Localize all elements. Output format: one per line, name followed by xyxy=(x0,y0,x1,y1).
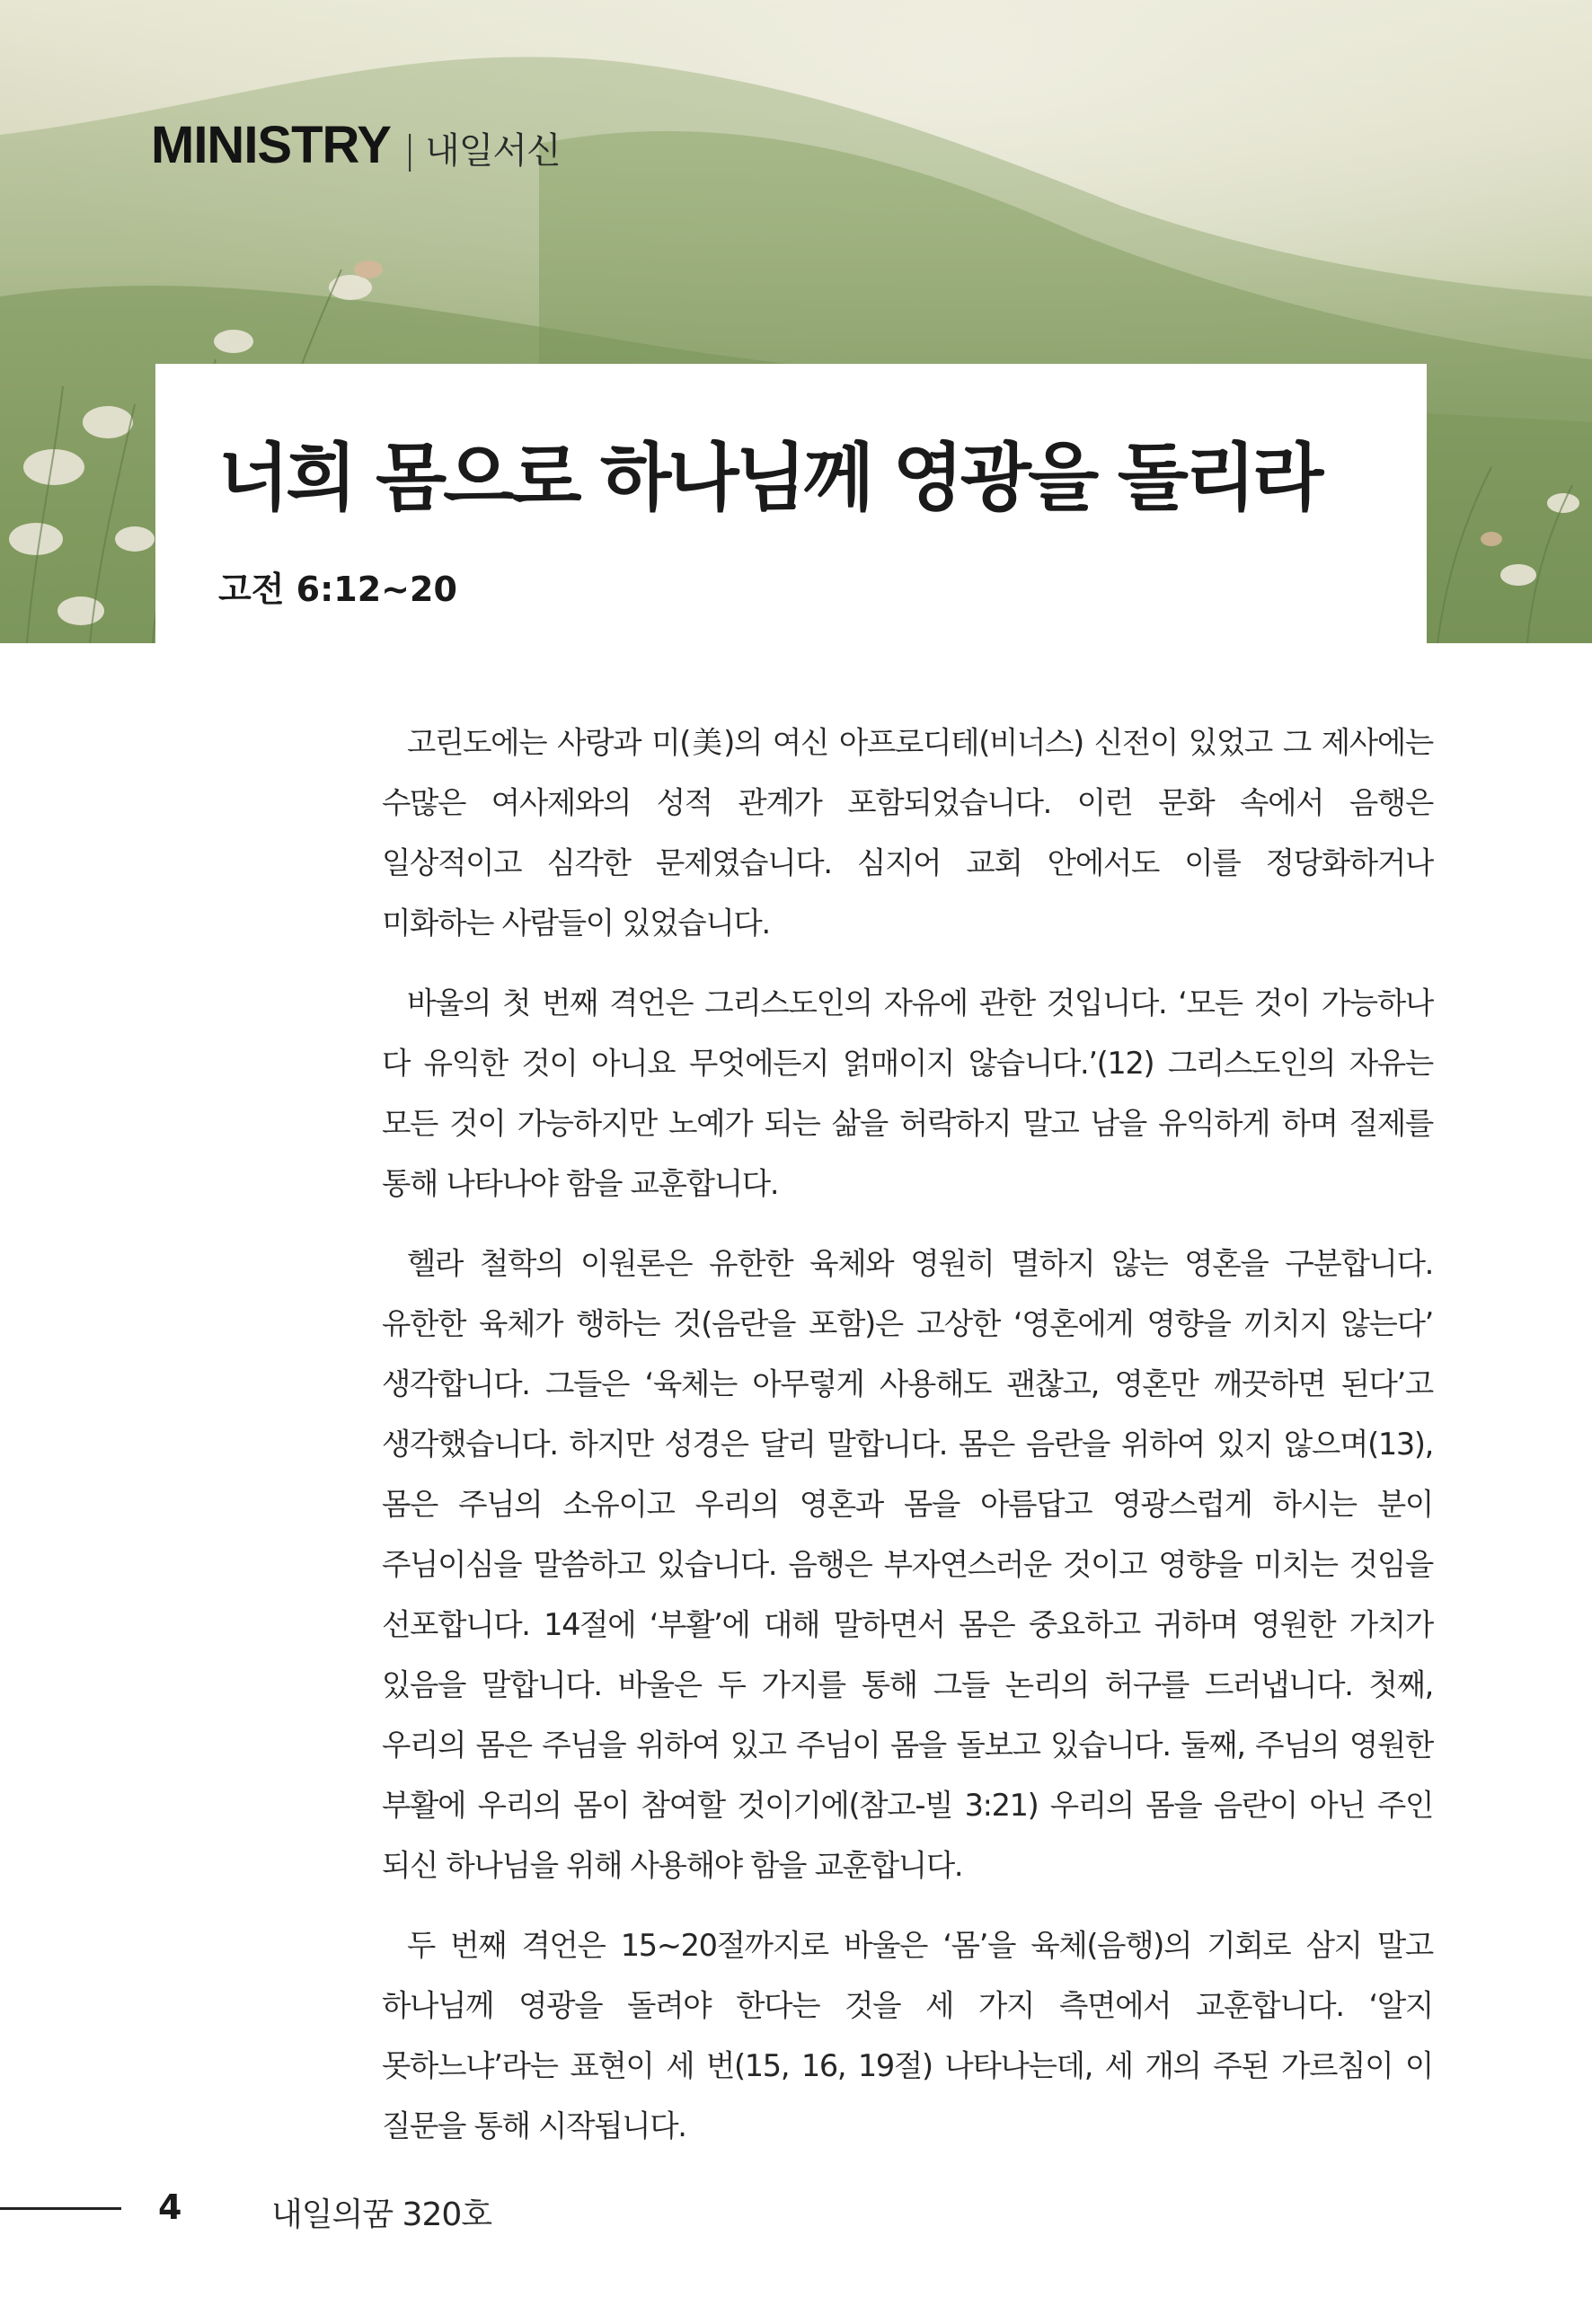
title-card xyxy=(155,364,1427,643)
body-paragraph: 헬라 철학의 이원론은 유한한 육체와 영원히 멸하지 않는 영혼을 구분합니다. 유한한 육체가 행하는 것(음란을 포함)은 고상한 ‘영혼에게 영향을 끼치지 않는다’ 생각합니다. 그들은 ‘육체는 아무렇게 사용해도 괜찮고, 영혼만 깨끗하면 된다’고 생각했습니다. 하지만 성경은 달리 말합니다. 몸은 음란을 위하여 있지 않으며(13), 몸은 주님의 소유이고 우리의 영혼과 몸을 아름답고 영광스럽게 하시는 분이 주님이심을 말씀하고 있습니다. 음행은 부자연스러운 것이고 영향을 미치는 것임을 선포합니다. 14절에 ‘부활’에 대해 말하면서 몸은 중요하고 귀하며 영원한 가치가 있음을 말합니다. 바울은 두 가지를 통해 그들 논리의 허구를 드러냅니다. 첫째, 우리의 몸은 주님을 위하여 있고 주님이 몸을 돌보고 있습니다. 둘째, 주님의 영원한 부활에 우리의 몸이 참여할 것이기에(참고-빌 3:21) 우리의 몸을 음란이 아닌 주인 되신 하나님을 위해 사용해야 함을 교훈합니다. xyxy=(382,1246,1433,1883)
body-paragraph: 고린도에는 사랑과 미(美)의 여신 아프로디테(비너스) 신전이 있었고 그 제사에는 수많은 여사제와의 성적 관계가 포함되었습니다. 이런 문화 속에서 음행은 일상적이고 심각한 문제였습니다. 심지어 교회 안에서도 이를 정당화하거나 미화하는 사람들이 있었습니다. xyxy=(382,725,1433,941)
scripture-reference: 고전 6:12~20 xyxy=(218,570,457,609)
page-number: 4 xyxy=(158,2187,182,2227)
article-title: 너희 몸으로 하나님께 영광을 돌리라 xyxy=(218,436,1321,521)
footer-divider xyxy=(0,2207,121,2210)
publication-name: 내일의꿈 320호 xyxy=(271,2196,492,2233)
body-paragraph: 바울의 첫 번째 격언은 그리스도인의 자유에 관한 것입니다. ‘모든 것이 가능하나 다 유익한 것이 아니요 무엇에든지 얽매이지 않습니다.’(12) 그리스도인의 자유는 모든 것이 가능하지만 노예가 되는 삶을 허락하지 말고 남을 유익하게 하며 절제를 통해 나타나야 함을 교훈합니다. xyxy=(382,985,1433,1201)
section-name: MINISTRY xyxy=(151,116,391,174)
section-subtitle: 내일서신 xyxy=(425,130,561,172)
section-header xyxy=(151,115,561,175)
body-paragraph: 두 번째 격언은 15~20절까지로 바울은 ‘몸’을 육체(음행)의 기회로 삼지 말고 하나님께 영광을 돌려야 한다는 것을 세 가지 측면에서 교훈합니다. ‘알지 못하느냐’라는 표현이 세 번(15, 16, 19절) 나타나는데, 세 개의 주된 가르침이 이 질문을 통해 시작됩니다. xyxy=(382,1928,1433,2143)
article-body xyxy=(382,712,1433,2176)
section-separator: | xyxy=(402,128,417,172)
